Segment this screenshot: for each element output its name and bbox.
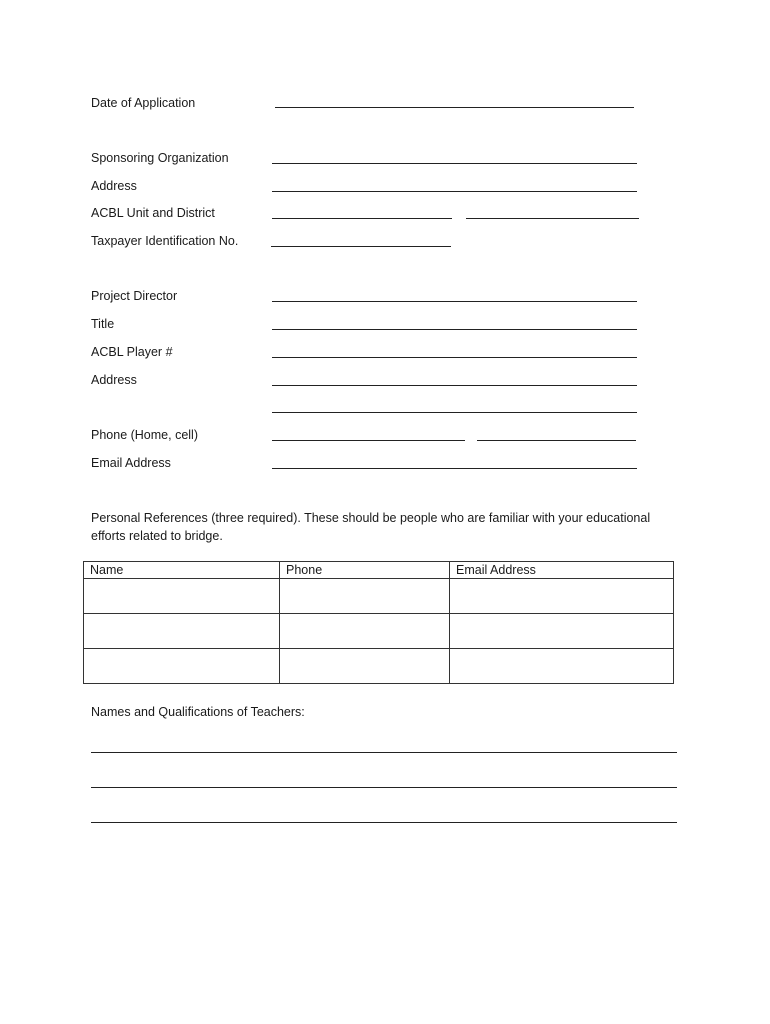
- acbl-player-field[interactable]: [272, 357, 637, 358]
- email-field[interactable]: [272, 468, 637, 469]
- column-header-email: Email Address: [450, 562, 674, 579]
- director-address-label: Address: [91, 373, 137, 387]
- teachers-field-1[interactable]: [91, 752, 677, 753]
- reference-1-phone-cell[interactable]: [280, 579, 450, 614]
- project-director-field[interactable]: [272, 301, 637, 302]
- reference-3-phone-cell[interactable]: [280, 649, 450, 684]
- project-director-label: Project Director: [91, 289, 178, 303]
- address-label: Address: [91, 179, 137, 193]
- table-row: [84, 649, 674, 684]
- references-intro: Personal References (three required). These should be people who are familiar with your educational efforts related to bridge.: [91, 511, 651, 543]
- column-header-name: Name: [84, 562, 280, 579]
- acbl-player-label: ACBL Player #: [91, 345, 173, 359]
- taxpayer-id-field[interactable]: [271, 246, 451, 247]
- taxpayer-id-label: Taxpayer Identification No.: [91, 234, 239, 248]
- reference-2-phone-cell[interactable]: [280, 614, 450, 649]
- reference-3-email-cell[interactable]: [450, 649, 674, 684]
- reference-1-email-cell[interactable]: [450, 579, 674, 614]
- email-label: Email Address: [91, 456, 171, 470]
- director-address-field-2[interactable]: [272, 412, 637, 413]
- sponsoring-organization-field[interactable]: [272, 163, 637, 164]
- title-field[interactable]: [272, 329, 637, 330]
- reference-2-name-cell[interactable]: [84, 614, 280, 649]
- director-address-field-1[interactable]: [272, 385, 637, 386]
- teachers-label: Names and Qualifications of Teachers:: [91, 705, 305, 719]
- acbl-district-field[interactable]: [466, 218, 639, 219]
- acbl-unit-district-label: ACBL Unit and District: [91, 206, 215, 220]
- teachers-field-3[interactable]: [91, 822, 677, 823]
- phone-label: Phone (Home, cell): [91, 428, 198, 442]
- sponsoring-organization-label: Sponsoring Organization: [91, 151, 229, 165]
- table-row: [84, 614, 674, 649]
- column-header-phone: Phone: [280, 562, 450, 579]
- date-of-application-label: Date of Application: [91, 96, 196, 110]
- reference-2-email-cell[interactable]: [450, 614, 674, 649]
- table-row: [84, 579, 674, 614]
- reference-3-name-cell[interactable]: [84, 649, 280, 684]
- references-header-row: [84, 562, 674, 579]
- phone-home-field[interactable]: [272, 440, 465, 441]
- acbl-unit-field[interactable]: [272, 218, 452, 219]
- phone-cell-field[interactable]: [477, 440, 636, 441]
- reference-1-name-cell[interactable]: [84, 579, 280, 614]
- address-field[interactable]: [272, 191, 637, 192]
- teachers-field-2[interactable]: [91, 787, 677, 788]
- title-label: Title: [91, 317, 115, 331]
- date-of-application-field[interactable]: [275, 107, 634, 108]
- references-table: [83, 561, 674, 684]
